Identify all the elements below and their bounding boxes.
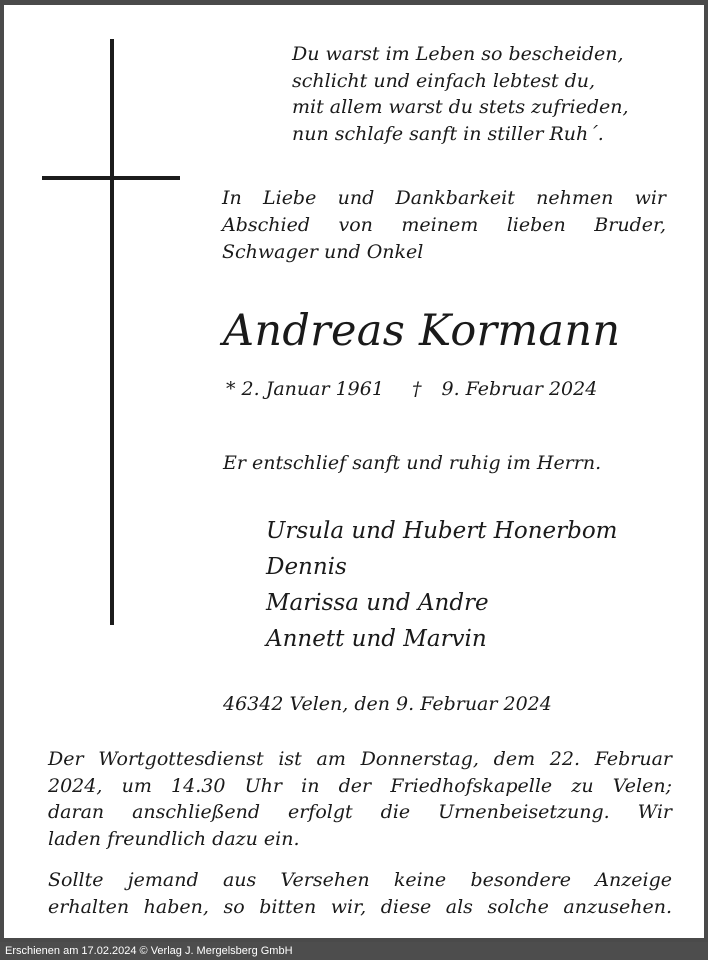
faith-sentence: Er entschlief sanft und ruhig im Herrn. (223, 452, 602, 474)
intro-line: Abschied von meinem lieben Bruder, (222, 214, 666, 236)
death-symbol: † (411, 378, 422, 400)
life-dates (226, 375, 597, 403)
place-date: 46342 Velen, den 9. Februar 2024 (223, 693, 552, 715)
service-line: 2024, um 14.30 Uhr in der Friedhofskapelle zu Velen; (48, 774, 672, 797)
service-info (48, 746, 672, 852)
poem-line: mit allem warst du stets zufrieden, (292, 96, 629, 118)
service-line: laden freundlich dazu ein. (48, 827, 300, 850)
birth-symbol: * (226, 378, 236, 400)
mourner: Dennis (266, 554, 347, 580)
birth-date: 2. Januar 1961 (241, 378, 384, 400)
mourner: Marissa und Andre (266, 590, 489, 616)
mourner: Annett und Marvin (266, 626, 487, 652)
notice-line: erhalten haben, so bitten wir, diese als solche anzusehen. (48, 895, 672, 918)
notice-line: Sollte jemand aus Versehen keine besondere Anzeige (48, 869, 672, 891)
mourners-list (266, 513, 618, 657)
death-date: 9. Februar 2024 (441, 378, 598, 400)
mourner: Ursula und Hubert Honerbom (266, 518, 618, 544)
cross-icon-horizontal (42, 176, 180, 180)
poem-line: nun schlafe sanft in stiller Ruh´. (292, 122, 604, 145)
cross-icon-vertical (110, 39, 114, 625)
intro-line: In Liebe und Dankbarkeit nehmen wir (222, 187, 666, 209)
notice-text (48, 867, 672, 920)
poem-line: schlicht und einfach lebtest du, (292, 69, 596, 92)
poem (292, 41, 629, 147)
deceased-name: Andreas Kormann (223, 306, 621, 356)
service-line: Der Wortgottesdienst ist am Donnerstag, dem 22. Februar (48, 748, 672, 770)
intro-line: Schwager und Onkel (222, 241, 424, 263)
publication-footer: Erschienen am 17.02.2024 © Verlag J. Mergelsberg GmbH (0, 942, 708, 960)
service-line: daran anschließend erfolgt die Urnenbeisetzung. Wir (48, 801, 672, 823)
poem-line: Du warst im Leben so bescheiden, (292, 43, 624, 65)
intro-text (222, 185, 666, 266)
